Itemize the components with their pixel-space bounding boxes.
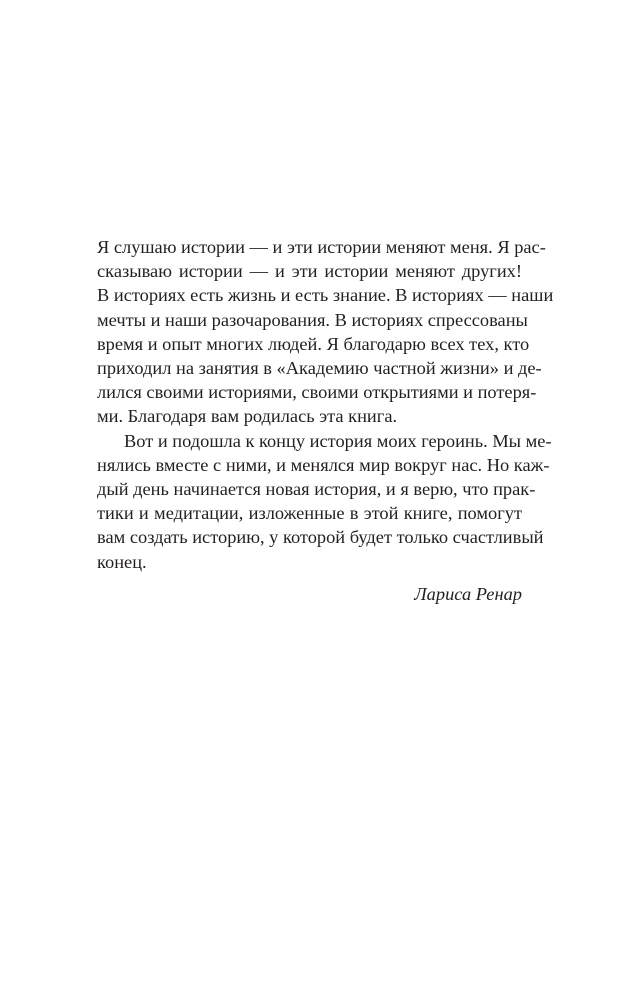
text-line: Я слушаю истории — и эти истории меняют меня. Я рас-: [97, 237, 546, 257]
paragraph-2: [97, 429, 552, 574]
text-line: время и опыт многих людей. Я благодарю всех тех, кто: [97, 333, 530, 354]
text-line: конец.: [97, 551, 147, 572]
text-line: вам создать историю, у которой будет только счастливый: [97, 527, 544, 548]
text-line: сказываю истории — и эти истории меняют других!: [97, 261, 522, 282]
text-line: приходил на занятия в «Академию частной жизни» и де-: [97, 358, 542, 379]
text-line: мечты и наши разочарования. В историях спрессованы: [97, 309, 528, 330]
body-text: [97, 235, 554, 574]
text-line: ми. Благодаря вам родилась эта книга.: [97, 406, 398, 427]
text-line: лился своими историями, своими открытиями и потеря-: [97, 382, 537, 403]
text-line: тики и медитации, изложенные в этой книге, помогут: [97, 503, 522, 524]
author-signature: Лариса Ренар: [414, 584, 522, 604]
text-line: дый день начинается новая история, и я верю, что прак-: [97, 479, 536, 500]
text-line: В историях есть жизнь и есть знание. В историях — наши: [97, 285, 554, 306]
text-line: нялись вместе с ними, и менялся мир вокруг нас. Но каж-: [97, 454, 550, 475]
text-line: Вот и подошла к концу история моих героинь. Мы ме-: [124, 430, 552, 451]
paragraph-1: [97, 235, 554, 429]
